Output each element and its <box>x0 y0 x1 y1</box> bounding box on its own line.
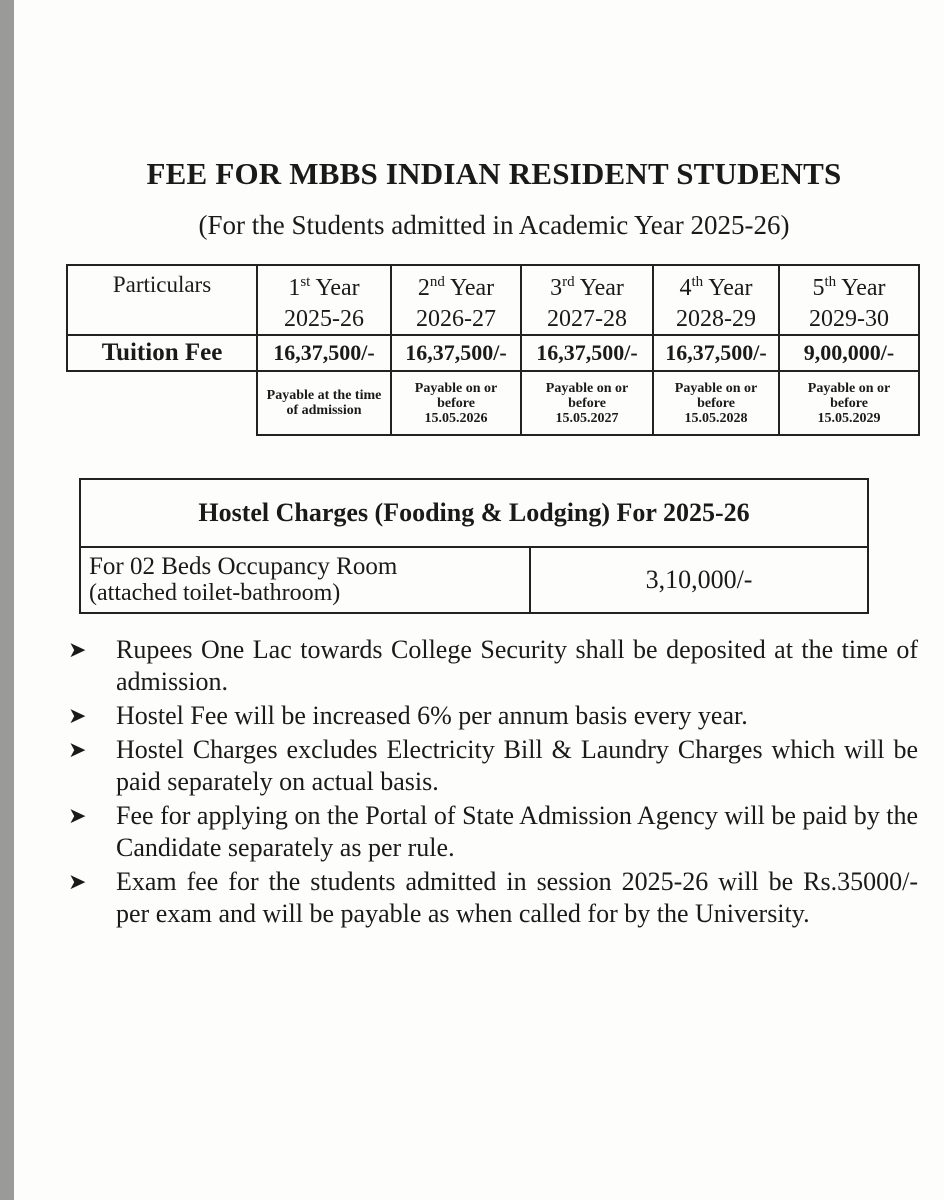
page-subtitle: (For the Students admitted in Academic Year 2025-26) <box>198 210 790 240</box>
arrow-bullet-icon: ➤ <box>68 869 87 894</box>
arrow-bullet-icon: ➤ <box>68 703 87 728</box>
year-header: 5th Year 2029-30 <box>779 265 919 335</box>
arrow-bullet-icon: ➤ <box>68 803 87 828</box>
table-header-row <box>67 265 919 335</box>
page-title: FEE FOR MBBS INDIAN RESIDENT STUDENTS <box>146 156 842 191</box>
year-header: 1st Year 2025-26 <box>257 265 391 335</box>
room-detail: (attached toilet-bathroom) <box>89 580 341 606</box>
payable-cell: Payable at the time of admission <box>257 371 391 435</box>
year-header: 2nd Year 2026-27 <box>391 265 521 335</box>
tuition-fee-table <box>66 264 920 436</box>
payable-cell: Payable on or before 15.05.2029 <box>779 371 919 435</box>
payable-cell: Payable on or before 15.05.2028 <box>653 371 779 435</box>
arrow-bullet-icon: ➤ <box>68 637 87 662</box>
room-type: For 02 Beds Occupancy Room <box>89 553 398 580</box>
hostel-amount: 3,10,000/- <box>530 547 868 613</box>
fee-cell: 16,37,500/- <box>653 335 779 371</box>
arrow-bullet-icon: ➤ <box>68 737 87 762</box>
list-item: ➤ Exam fee for the students admitted in session 2025-26 will be Rs.35000/- per exam and will be payable as when called for by the University. <box>68 867 918 928</box>
fee-cell: 9,00,000/- <box>779 335 919 371</box>
list-item: ➤ Fee for applying on the Portal of State Admission Agency will be paid by the Candidate separately as per rule. <box>68 801 918 862</box>
hostel-charges-table <box>79 478 869 614</box>
list-item: ➤ Rupees One Lac towards College Security shall be deposited at the time of admission. <box>68 635 918 696</box>
fee-cell: 16,37,500/- <box>521 335 653 371</box>
room-type-cell <box>80 547 530 613</box>
tuition-fee-row <box>67 335 919 371</box>
list-item: ➤ Hostel Charges excludes Electricity Bill & Laundry Charges which will be paid separately on actual basis. <box>68 735 918 796</box>
tuition-fee-label: Tuition Fee <box>67 335 257 371</box>
list-item: ➤ Hostel Fee will be increased 6% per annum basis every year. <box>68 701 748 730</box>
particulars-header: Particulars <box>67 265 257 335</box>
notes-list <box>68 634 918 932</box>
fee-cell: 16,37,500/- <box>257 335 391 371</box>
fee-cell: 16,37,500/- <box>391 335 521 371</box>
year-header: 3rd Year 2027-28 <box>521 265 653 335</box>
blank-cell <box>67 371 257 435</box>
payable-cell: Payable on or before 15.05.2027 <box>521 371 653 435</box>
year-header: 4th Year 2028-29 <box>653 265 779 335</box>
hostel-heading: Hostel Charges (Fooding & Lodging) For 2025-26 <box>80 479 868 547</box>
payable-cell: Payable on or before 15.05.2026 <box>391 371 521 435</box>
payable-row <box>67 371 919 435</box>
